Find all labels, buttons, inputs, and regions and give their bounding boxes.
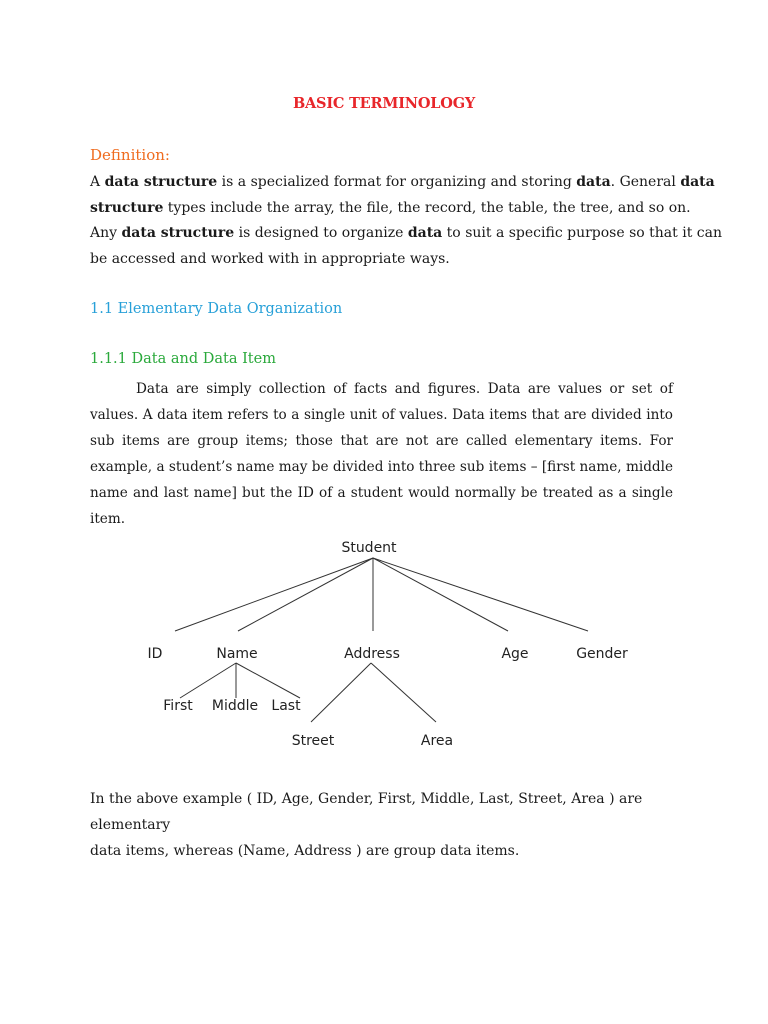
definition-line-2 [90,198,691,218]
page-title: BASIC TERMINOLOGY [292,95,476,112]
bold-term: data [576,174,611,190]
definition-line-1 [90,172,715,192]
bold-term: structure [90,200,164,216]
definition-line-3 [90,223,722,243]
edge [238,558,373,631]
text: to suit a specific purpose so that it can [442,225,722,241]
definition-heading: Definition: [90,146,170,164]
edge [180,663,236,698]
node-id: ID [147,646,163,662]
text: Any [90,225,122,241]
edge [175,558,373,631]
summary-paragraph [90,786,690,864]
node-student: Student [341,540,397,556]
summary-line-2: data items, whereas (Name, Address ) are group data items. [90,843,520,859]
text: is a specialized format for organizing and storing [217,174,577,190]
bold-term: data structure [121,225,235,241]
student-tree-diagram [0,530,768,760]
section-1-1-heading: 1.1 Elementary Data Organization [90,301,343,317]
definition-line-4: be accessed and worked with in appropriate ways. [90,251,450,267]
edge [236,663,300,698]
node-last: Last [271,698,301,714]
edge [373,558,588,631]
node-address: Address [344,646,400,662]
bold-term: data [407,225,443,241]
edge [371,663,436,722]
node-gender: Gender [576,646,628,662]
data-item-paragraph [90,376,673,532]
section-1-1-1-heading: 1.1.1 Data and Data Item [90,351,276,367]
edge [311,663,371,722]
text: A [90,174,105,190]
node-street: Street [291,733,335,749]
edge [373,558,508,631]
node-area: Area [420,733,454,749]
bold-term: data [680,174,715,190]
paragraph-text: Data are simply collection of facts and figures. Data are values or set of values. A data item refers to a single unit of values. Data items that are divided into sub items are group items; those that are not are called elementary items. For example, a student’s name may be divided into three sub items – [first name, middle name and last name] but the ID of a student would normally be treated as a single item. [90,381,673,527]
summary-line-1: In the above example ( ID, Age, Gender, First, Middle, Last, Street, Area ) are elementary [90,791,643,833]
text: . General [610,174,681,190]
node-first: First [163,698,193,714]
text: types include the array, the file, the record, the table, the tree, and so on. [163,200,691,216]
node-name: Name [216,646,258,662]
bold-term: data structure [104,174,218,190]
text: is designed to organize [234,225,408,241]
node-age: Age [501,646,529,662]
node-middle: Middle [211,698,259,714]
